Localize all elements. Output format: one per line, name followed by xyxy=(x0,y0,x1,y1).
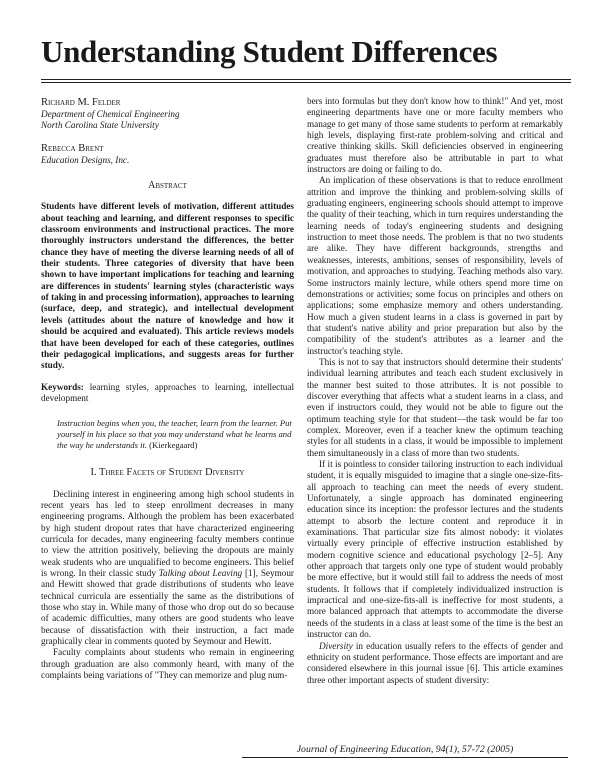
epigraph xyxy=(57,418,294,451)
keywords-label: Keywords: xyxy=(41,381,84,392)
author-inst-1: North Carolina State University xyxy=(41,120,159,131)
keywords-list: learning styles, approaches to learning, intellectual development xyxy=(41,381,294,403)
book-title: Talking about Leaving xyxy=(158,567,243,578)
right-paragraph-3: This is not to say that instructors should determine their students' individual learning attributes and teach each student exclusively in the manner best suited to those attributes. It is not possible to discover everything that affects what a student learns in a class, and even if instructors could, they would not be able to figure out the optimum teaching style for that student—the task would be far too complex. Moreover, even if a teacher knew the optimum teaching styles for all students in a class, it would be impossible to implement them simultaneously in a class of more than two students. xyxy=(307,356,563,458)
paper-title: Understanding Student Differences xyxy=(41,34,498,69)
right-paragraph-2: An implication of these observations is that to reduce enrollment attrition and improve the thinking and problem-solving skills of graduating engineers, engineering schools should attempt to improve the quality of their teaching, which in turn requires understanding the learning needs of today's engineering students and designing instruction to meet those needs. The problem is that no two students are alike. They have different backgrounds, strengths and weaknesses, interests, ambitions, senses of responsibility, levels of motivation, and approaches to studying. Teaching methods also vary. Some instructors mainly lecture, while others spend more time on demonstrations or activities; some focus on principles and others on applications; some emphasize memory and others understanding. How much a given student learns in a class is governed in part by that student's native ability and prior preparation but also by the compatibility of the student's attributes as a learner and the instructor's teaching style. xyxy=(307,175,563,356)
author-dept-2: Education Designs, Inc. xyxy=(41,154,130,165)
left-p1-rest: [1], Seymour and Hewitt showed that grade distributions of students who leave technical curricula are essentially the same as the distributions of those who stay in. While many of those who drop out do so because of academic difficulties, many others are good students who leave because of dissatisfaction with their instruction, a fact made graphically clear in comments quoted by Seymour and Hewitt. xyxy=(41,567,294,647)
right-p5-rest: in education usually refers to the effects of gender and ethnicity on student performance. Those effects are important and are considered elsewhere in this journal issue [6]. This article examines three other important aspects of student diversity: xyxy=(307,640,563,685)
epigraph-text: Instruction begins when you, the teacher, learn from the learner. Put yourself in his place so that you may understand what he learns and the way he understands it. xyxy=(57,418,292,451)
right-column xyxy=(307,96,563,686)
title-rule-bottom xyxy=(41,82,571,83)
right-paragraph-5 xyxy=(307,641,563,686)
left-paragraph-1 xyxy=(41,489,294,648)
journal-citation: Journal of Engineering Education, 94(1), 57-72 (2005) xyxy=(296,744,514,755)
section-heading: I. Three Facets of Student Diversity xyxy=(90,467,245,479)
left-p1-start: Declining interest in engineering among high school students in recent years has led to steep enrollment decreases in many engineering programs. Although the problem has been exacerbated by high student dropout rates that have characterized engineering curricula for decades, many engineering faculty members continue to view the attrition positively, believing the dropouts are mainly weak students who are unqualified to become engineers. This belief is wrong. In their classic study xyxy=(41,488,294,578)
abstract-heading: Abstract xyxy=(148,180,187,192)
abstract-text: Students have different levels of motivation, different attitudes about teaching and learning, and different responses to specific classroom environments and instructional practices. The more thoroughly instructors understand the differences, the better chance they have of meeting the diverse learning needs of all of their students. Three categories of diversity that have been shown to have important implications for teaching and learning are differences in students' learning styles (characteristic ways of taking in and processing information), approaches to learning (surface, deep, and strategic), and intellectual development levels (attitudes about the nature of knowledge and how it should be acquired and evaluated). This article reviews models that have been developed for each of these categories, outlines their pedagogical implications, and suggests areas for further study. xyxy=(41,201,294,371)
author-dept-1: Department of Chemical Engineering xyxy=(41,109,180,119)
left-column xyxy=(41,96,294,681)
right-paragraph-4: If it is pointless to consider tailoring instruction to each individual student, it is equally misguided to imagine that a single one-size-fits-all approach to teaching can meet the needs of every student. Unfortunately, a single approach has dominated engineering education since its inception: the professor lectures and the students attempt to absorb the lecture content and reproduce it in examinations. That particular size fits almost nobody: it violates virtually every principle of effective instruction established by modern cognitive science and educational psychology [2–5]. Any other approach that targets only one type of student would probably be more effective, but it would still fail to address the needs of most students. It follows that if completely individualized instruction is impractical and one-size-fits-all is ineffective for most students, a more balanced approach that attempts to accommodate the diverse needs of the students in a class at least some of the time is the best an instructor can do. xyxy=(307,459,563,640)
author-name-2: Rebecca Brent xyxy=(41,142,104,154)
keywords xyxy=(41,382,294,405)
diversity-word: Diversity xyxy=(319,640,353,651)
author-name-1: Richard M. Felder xyxy=(41,97,121,108)
right-paragraph-1: bers into formulas but they don't know how to think!" And yet, most engineering departments have one or more faculty members who manage to get many of those same students to perform at remarkably high levels, displaying first-rate problem-solving and critical and creative thinking skills. Skill deficiencies observed in engineering graduates must therefore also be attributable in part to what instructors are doing or failing to do. xyxy=(307,96,563,175)
epigraph-source: (Kierkegaard) xyxy=(149,440,198,451)
title-rule-top xyxy=(41,79,571,80)
footer-rule xyxy=(242,757,568,758)
left-paragraph-2: Faculty complaints about students who remain in engineering through graduation are also commonly heard, with many of the complaints being variations of "They can memorize and plug num- xyxy=(41,647,294,681)
